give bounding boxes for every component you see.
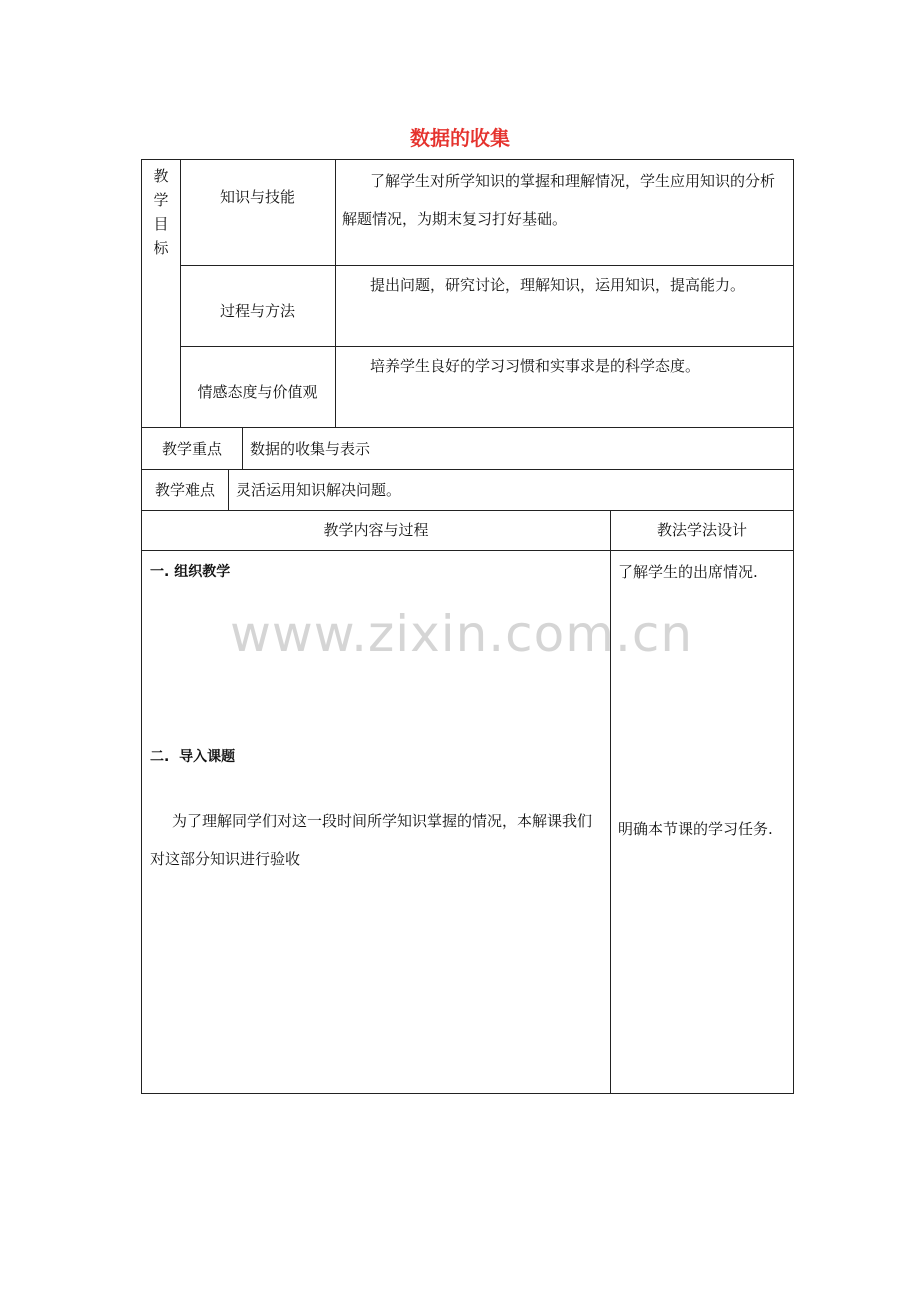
- divider: [142, 427, 794, 428]
- difficulty-label: 教学难点: [154, 481, 215, 499]
- key-point-label: 教学重点: [161, 440, 222, 458]
- divider: [610, 510, 611, 1094]
- divider: [242, 427, 243, 469]
- section-body: 为了理解同学们对这一段时间所学知识掌握的情况，本解课我们对这部分知识进行验收: [150, 812, 593, 868]
- objectives-label: [150, 164, 172, 260]
- divider: [142, 469, 794, 470]
- section-note: 明确本节课的学习任务.: [618, 820, 773, 838]
- label-char: 目: [153, 215, 169, 233]
- objective-content: 培养学生良好的学习习惯和实事求是的科学态度。: [370, 357, 701, 375]
- process-header-left: 教学内容与过程: [323, 521, 429, 539]
- label-char: 教: [153, 167, 169, 185]
- document-title: 数据的收集: [410, 126, 510, 150]
- watermark: www.zixin.com.cn: [230, 605, 694, 663]
- key-point-value: 数据的收集与表示: [250, 440, 371, 458]
- process-header-right: 教法学法设计: [656, 521, 747, 539]
- objective-category: 知识与技能: [219, 188, 295, 206]
- divider: [142, 550, 794, 551]
- divider: [142, 510, 794, 511]
- objective-category: 过程与方法: [219, 302, 295, 320]
- section-heading: 二. 导入课题: [150, 749, 236, 765]
- label-char: 标: [153, 239, 169, 257]
- objective-category: 情感态度与价值观: [197, 383, 318, 401]
- divider: [335, 160, 336, 427]
- section-heading: 一. 组织教学: [150, 564, 231, 580]
- section-note: 了解学生的出席情况.: [618, 563, 758, 581]
- difficulty-value: 灵活运用知识解决问题。: [236, 481, 402, 499]
- objective-content: 提出问题，研究讨论，理解知识，运用知识，提高能力。: [370, 276, 746, 294]
- label-char: 学: [153, 191, 169, 209]
- divider: [228, 469, 229, 510]
- objective-content: 了解学生对所学知识的掌握和理解情况，学生应用知识的分析解题情况，为期末复习打好基础。: [342, 172, 776, 228]
